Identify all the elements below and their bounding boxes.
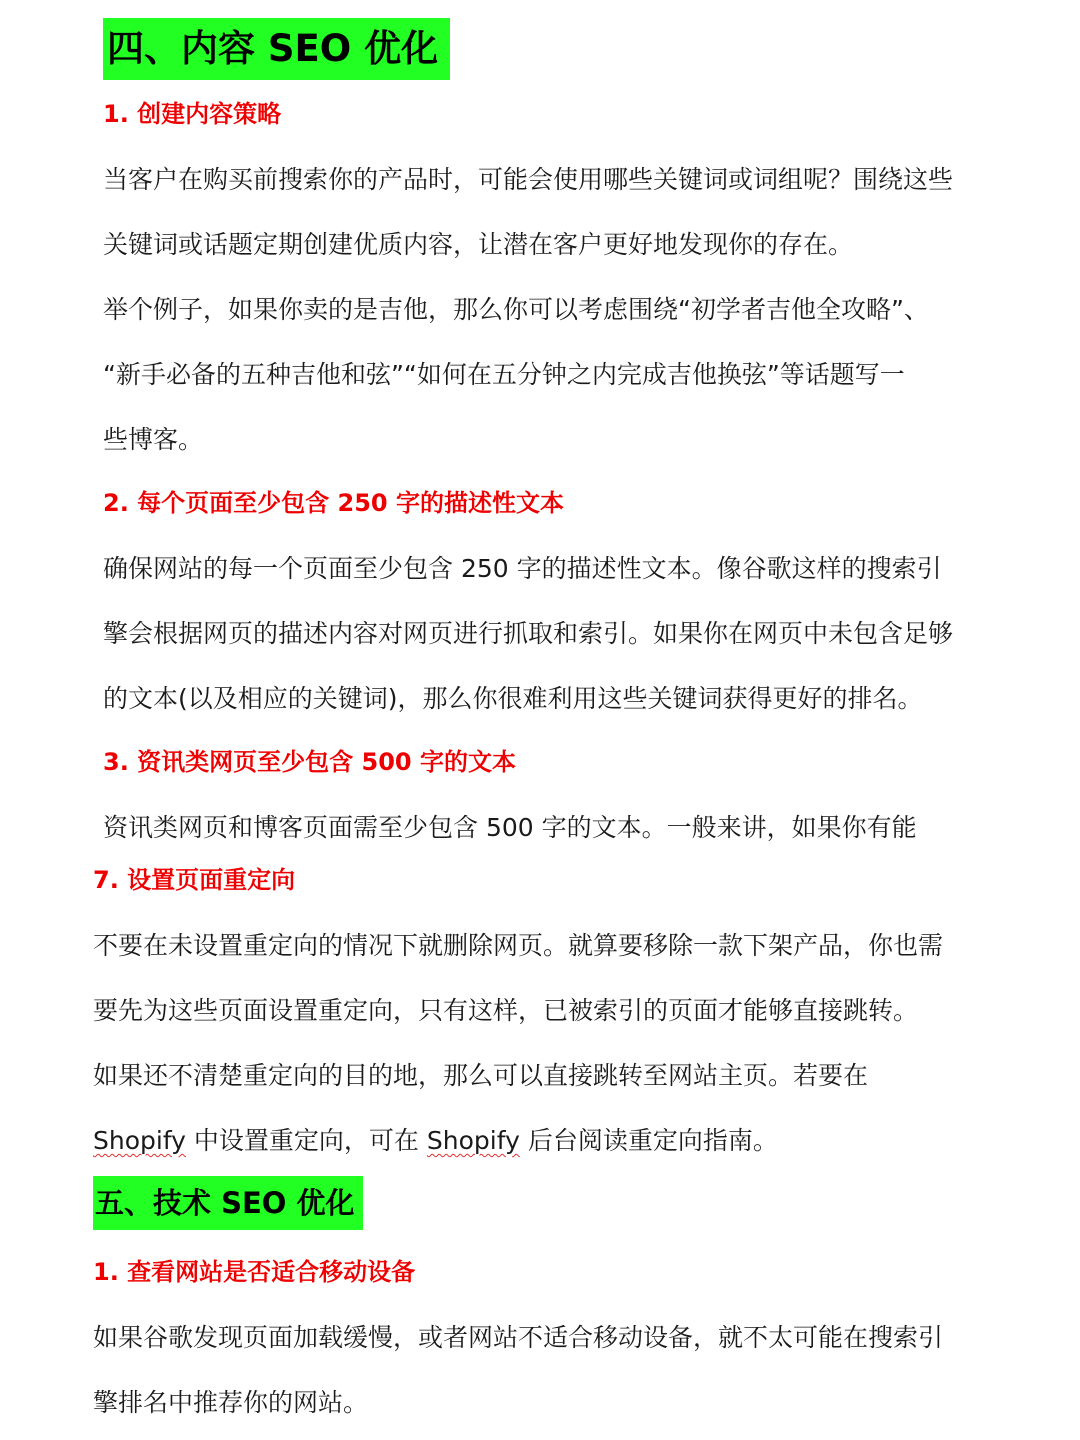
text-line: 些博客。 [103, 425, 204, 454]
text-line: 如果还不清楚重定向的目的地，那么可以直接跳转至网站主页。若要在 [93, 1061, 869, 1090]
section-heading-technical-seo: 五、技术 SEO 优化 [93, 1176, 363, 1230]
subheading-content-strategy: 1. 创建内容策略 [103, 100, 282, 128]
subheading-250-words: 2. 每个页面至少包含 250 字的描述性文本 [103, 489, 564, 517]
section-heading-content-seo: 四、内容 SEO 优化 [103, 18, 450, 80]
paragraph-redirects [93, 913, 943, 1043]
subheading-mobile-friendly: 1. 查看网站是否适合移动设备 [93, 1258, 416, 1286]
paragraph-mobile-friendly [93, 1305, 943, 1435]
text-line: 的文本(以及相应的关键词)，那么你很难利用这些关键词获得更好的排名。 [103, 684, 923, 713]
text-line: 擎会根据网页的描述内容对网页进行抓取和索引。如果你在网页中未包含足够 [103, 619, 954, 648]
spellcheck-word-shopify: Shopify [426, 1126, 520, 1155]
text-fragment: 中设置重定向，可在 [185, 1126, 427, 1155]
paragraph-500-words [103, 795, 917, 860]
subheading-redirects: 7. 设置页面重定向 [93, 866, 296, 894]
paragraph-250-words [103, 536, 953, 731]
text-fragment: 后台阅读重定向指南。 [519, 1126, 778, 1155]
text-line: 举个例子，如果你卖的是吉他，那么你可以考虑围绕“初学者吉他全攻略”、 [103, 295, 929, 324]
text-line: 不要在未设置重定向的情况下就删除网页。就算要移除一款下架产品，你也需 [93, 931, 944, 960]
text-line-shopify [93, 1108, 868, 1173]
paragraph-guitar-example [103, 277, 929, 472]
text-line: 当客户在购买前搜索你的产品时，可能会使用哪些关键词或词组呢？围绕这些 [103, 165, 954, 194]
subheading-500-words: 3. 资讯类网页至少包含 500 字的文本 [103, 748, 516, 776]
text-line: “新手必备的五种吉他和弦”“如何在五分钟之内完成吉他换弦”等话题写一 [103, 360, 905, 389]
text-line: 确保网站的每一个页面至少包含 250 字的描述性文本。像谷歌这样的搜索引 [103, 554, 942, 583]
paragraph-shopify-redirects [93, 1043, 868, 1173]
text-line: 要先为这些页面设置重定向，只有这样，已被索引的页面才能够直接跳转。 [93, 996, 919, 1025]
text-line: 如果谷歌发现页面加载缓慢，或者网站不适合移动设备，就不太可能在搜索引 [93, 1323, 944, 1352]
text-line: 关键词或话题定期创建优质内容，让潜在客户更好地发现你的存在。 [103, 230, 854, 259]
text-line: 擎排名中推荐你的网站。 [93, 1388, 369, 1417]
spellcheck-word-shopify: Shopify [93, 1126, 186, 1155]
paragraph-content-strategy [103, 147, 953, 277]
text-line: 资讯类网页和博客页面需至少包含 500 字的文本。一般来讲，如果你有能 [103, 813, 917, 842]
